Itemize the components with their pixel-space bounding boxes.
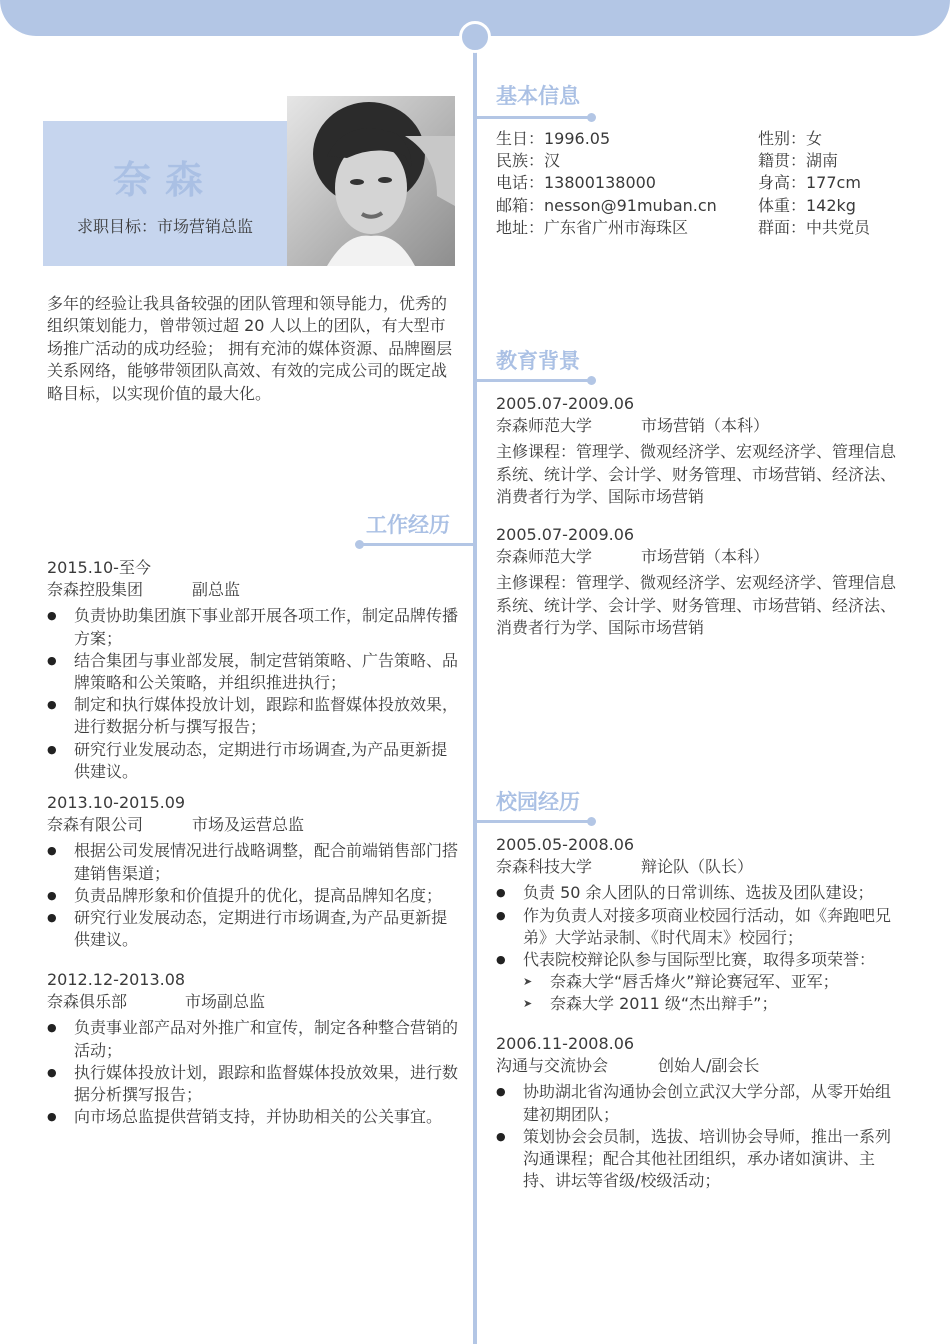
work-role: 市场副总监 bbox=[185, 992, 266, 1012]
campus-role: 创始人/副会长 bbox=[658, 1056, 760, 1076]
info-native-place: 籍贯：湖南 bbox=[758, 151, 839, 171]
education-school: 奈森师范大学 bbox=[496, 416, 593, 436]
work-entry bbox=[47, 792, 459, 951]
list-item: ● 研究行业发展动态，定期进行市场调查,为产品更新提供建议。 bbox=[47, 739, 459, 783]
list-item: ● 作为负责人对接多项商业校园行活动，如《奔跑吧兄弟》大学站录制、《时代周末》校园行； bbox=[496, 905, 906, 949]
campus-entry bbox=[496, 834, 906, 1016]
education-school: 奈森师范大学 bbox=[496, 547, 593, 567]
work-entry bbox=[47, 557, 459, 783]
list-item: ● 执行媒体投放计划，跟踪和监督媒体投放效果，进行数据分析撰写报告； bbox=[47, 1062, 459, 1106]
section-title-education: 教育背景 bbox=[496, 349, 580, 373]
person-name: 奈森 bbox=[112, 158, 217, 202]
work-company-row bbox=[47, 579, 459, 601]
work-company: 奈森控股集团 bbox=[47, 580, 144, 600]
education-major: 市场营销（本科） bbox=[641, 416, 770, 436]
info-phone: 电话：13800138000 bbox=[496, 173, 656, 193]
work-entry bbox=[47, 969, 459, 1128]
campus-org-row bbox=[496, 1055, 906, 1077]
name-box bbox=[43, 121, 287, 266]
sub-list-item: ➤ 奈森大学 2011 级“杰出辩手”； bbox=[496, 993, 906, 1015]
info-ethnicity: 民族：汉 bbox=[496, 151, 561, 171]
info-height: 身高：177cm bbox=[758, 173, 861, 193]
education-school-row bbox=[496, 546, 906, 568]
education-school-row bbox=[496, 415, 906, 437]
campus-entry bbox=[496, 1033, 906, 1192]
list-item: ● 协助湖北省沟通协会创立武汉大学分部，从零开始组建初期团队； bbox=[496, 1081, 906, 1125]
list-item: ● 负责 50 余人团队的日常训练、选拔及团队建设； bbox=[496, 882, 906, 904]
basic-info-left bbox=[496, 128, 717, 239]
section-dot-campus bbox=[587, 817, 596, 826]
list-item: ● 制定和执行媒体投放计划，跟踪和监督媒体投放效果，进行数据分析与撰写报告； bbox=[47, 694, 459, 738]
list-item: ● 负责品牌形象和价值提升的优化，提高品牌知名度； bbox=[47, 885, 459, 907]
info-gender: 性别：女 bbox=[758, 129, 823, 148]
section-dot-basic bbox=[587, 113, 596, 122]
profile-photo bbox=[287, 96, 455, 266]
work-role: 市场及运营总监 bbox=[192, 815, 305, 835]
section-title-campus: 校园经历 bbox=[496, 790, 580, 814]
campus-period: 2005.05-2008.06 bbox=[496, 835, 635, 854]
personal-summary: 多年的经验让我具备较强的团队管理和领导能力，优秀的组织策划能力，曾带领过超 20 人以上的团队，有大型市场推广活动的成功经验； 拥有充沛的媒体资源、品牌圈层关系网络，能够带领团队高效、有效的完成公司的既定战略目标，以实现价值的最大化。 bbox=[47, 294, 453, 403]
list-item: ● 结合集团与事业部发展，制定营销策略、广告策略、品牌策略和公关策略，并组织推进执行； bbox=[47, 650, 459, 694]
education-major: 市场营销（本科） bbox=[641, 547, 770, 567]
job-objective: 求职目标：市场营销总监 bbox=[76, 217, 253, 236]
list-item: ● 代表院校辩论队参与国际型比赛，取得多项荣誉： bbox=[496, 949, 906, 971]
list-item: ● 负责事业部产品对外推广和宣传，制定各种整合营销的活动； bbox=[47, 1017, 459, 1061]
work-company-row bbox=[47, 991, 459, 1013]
timeline-knob bbox=[459, 21, 491, 53]
work-company: 奈森有限公司 bbox=[47, 815, 144, 835]
section-title-basic: 基本信息 bbox=[496, 84, 580, 108]
info-address: 地址：广东省广州市海珠区 bbox=[496, 217, 689, 237]
work-period: 2012.12-2013.08 bbox=[47, 970, 186, 989]
campus-period: 2006.11-2008.06 bbox=[496, 1034, 635, 1053]
campus-org-row bbox=[496, 856, 906, 878]
section-underline-work bbox=[360, 543, 473, 546]
list-item: ● 根据公司发展情况进行战略调整，配合前端销售部门搭建销售渠道； bbox=[47, 840, 459, 884]
section-title-work: 工作经历 bbox=[366, 513, 450, 537]
info-email: 邮箱：nesson@91muban.cn bbox=[496, 195, 717, 215]
section-underline-campus bbox=[477, 820, 592, 823]
education-courses: 主修课程：管理学、微观经济学、宏观经济学、管理信息系统、统计学、会计学、财务管理、市场营销、经济法、消费者行为学、国际市场营销 bbox=[496, 442, 897, 506]
info-birthday: 生日：1996.05 bbox=[496, 129, 611, 148]
campus-role: 辩论队（队长） bbox=[641, 857, 754, 877]
education-period: 2005.07-2009.06 bbox=[496, 394, 635, 413]
education-period: 2005.07-2009.06 bbox=[496, 525, 635, 544]
info-weight: 体重：142kg bbox=[758, 195, 856, 215]
timeline-line bbox=[473, 36, 477, 1344]
section-underline-basic bbox=[477, 116, 592, 119]
campus-org: 奈森科技大学 bbox=[496, 857, 593, 877]
work-period: 2013.10-2015.09 bbox=[47, 793, 186, 812]
section-underline-education bbox=[477, 379, 592, 382]
education-courses: 主修课程：管理学、微观经济学、宏观经济学、管理信息系统、统计学、会计学、财务管理、市场营销、经济法、消费者行为学、国际市场营销 bbox=[496, 573, 897, 637]
campus-org: 沟通与交流协会 bbox=[496, 1056, 609, 1076]
work-company: 奈森俱乐部 bbox=[47, 992, 128, 1012]
list-item: ● 负责协助集团旗下事业部开展各项工作，制定品牌传播方案； bbox=[47, 605, 459, 649]
work-company-row bbox=[47, 814, 459, 836]
education-entry bbox=[496, 524, 906, 639]
list-item: ● 策划协会会员制，选拔、培训协会导师，推出一系列沟通课程；配合其他社团组织，承办诸如演讲、主持、讲坛等省级/校级活动； bbox=[496, 1126, 906, 1193]
education-entry bbox=[496, 393, 906, 508]
list-item: ● 研究行业发展动态，定期进行市场调查,为产品更新提供建议。 bbox=[47, 907, 459, 951]
work-period: 2015.10-至今 bbox=[47, 558, 151, 577]
section-dot-education bbox=[587, 376, 596, 385]
list-item: ● 向市场总监提供营销支持，并协助相关的公关事宜。 bbox=[47, 1106, 459, 1128]
info-political-status: 群面：中共党员 bbox=[758, 217, 871, 237]
basic-info-right bbox=[758, 128, 870, 239]
sub-list-item: ➤ 奈森大学“唇舌烽火”辩论赛冠军、亚军； bbox=[496, 971, 906, 993]
work-role: 副总监 bbox=[192, 580, 241, 600]
